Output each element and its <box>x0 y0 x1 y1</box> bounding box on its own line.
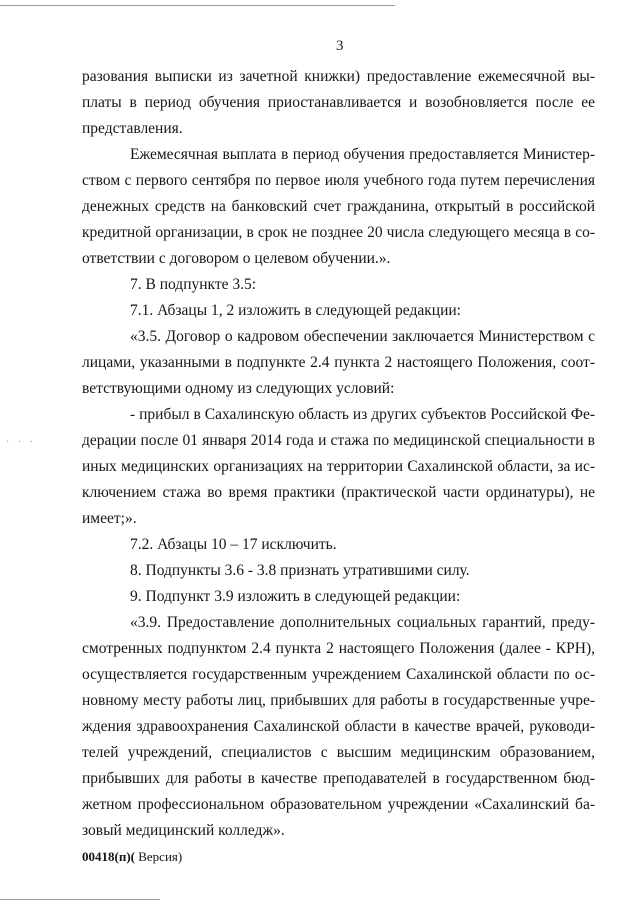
text-line: ством с первого сентября по первое июля учебного года путем перечисления <box>82 172 595 189</box>
text-line: денежных средств на банковский счет гражданина, открытый в российской <box>82 198 595 215</box>
text-line: 7.1. Абзацы 1, 2 изложить в следующей редакции: <box>130 302 461 319</box>
text-line: осуществляется государственным учреждением Сахалинской области по ос- <box>82 666 595 683</box>
text-line: 8. Подпункты 3.6 - 3.8 признать утратившими силу. <box>130 562 470 579</box>
document-footer-code <box>82 849 182 865</box>
scan-margin-mark: · · · <box>6 437 36 448</box>
text-line: иных медицинских организациях на территории Сахалинской области, за ис- <box>82 458 595 475</box>
text-line: «3.5. Договор о кадровом обеспечении заключается Министерством с <box>130 328 595 345</box>
text-line: имеет;». <box>82 510 137 527</box>
text-line: смотренных подпунктом 2.4 пункта 2 настоящего Положения (далее - КРН), <box>82 640 595 657</box>
text-line: новному месту работы лиц, прибывших для работы в государственные учре- <box>82 692 595 709</box>
scan-edge-line-top <box>0 5 395 6</box>
text-line: платы в период обучения приостанавливается и возобновляется после ее <box>82 94 595 111</box>
text-line: 7. В подпункте 3.5: <box>130 276 257 293</box>
text-line: ждения здравоохранения Сахалинской области в качестве врачей, руководи- <box>82 718 595 735</box>
scan-edge-line-bottom <box>0 899 160 900</box>
text-line: кредитной организации, в срок не позднее 20 числа следующего месяца в со- <box>82 224 595 241</box>
document-body <box>82 64 595 844</box>
text-line: «3.9. Предоставление дополнительных социальных гарантий, преду- <box>130 614 595 631</box>
text-line: зовый медицинский колледж». <box>82 822 285 839</box>
text-line: ответствии с договором о целевом обучении.». <box>82 250 391 267</box>
text-line: Ежемесячная выплата в период обучения предоставляется Министер- <box>130 146 595 163</box>
text-line: - прибыл в Сахалинскую область из других субъектов Российской Фе- <box>130 406 595 423</box>
footer-code-number: 00418(п)( <box>82 849 135 864</box>
text-line: жетном профессиональном образовательном учреждении «Сахалинский ба- <box>82 796 595 813</box>
page-number: 3 <box>336 38 344 54</box>
text-line: лицами, указанными в подпункте 2.4 пункта 2 настоящего Положения, соот- <box>82 354 595 371</box>
text-line: дерации после 01 января 2014 года и стажа по медицинской специальности в <box>82 432 595 449</box>
text-line: разования выписки из зачетной книжки) предоставление ежемесячной вы- <box>82 68 595 85</box>
text-line: 7.2. Абзацы 10 – 17 исключить. <box>130 536 337 553</box>
text-line: ключением стажа во время практики (практической части ординатуры), не <box>82 484 595 501</box>
text-line: представления. <box>82 120 183 137</box>
text-line: 9. Подпункт 3.9 изложить в следующей редакции: <box>130 588 461 605</box>
footer-version-label: Версия) <box>134 849 183 864</box>
text-line: прибывших для работы в качестве преподавателей в государственном бюд- <box>82 770 595 787</box>
text-line: ветствующими одному из следующих условий: <box>82 380 395 397</box>
text-line: телей учреждений, специалистов с высшим медицинским образованием, <box>82 744 595 761</box>
